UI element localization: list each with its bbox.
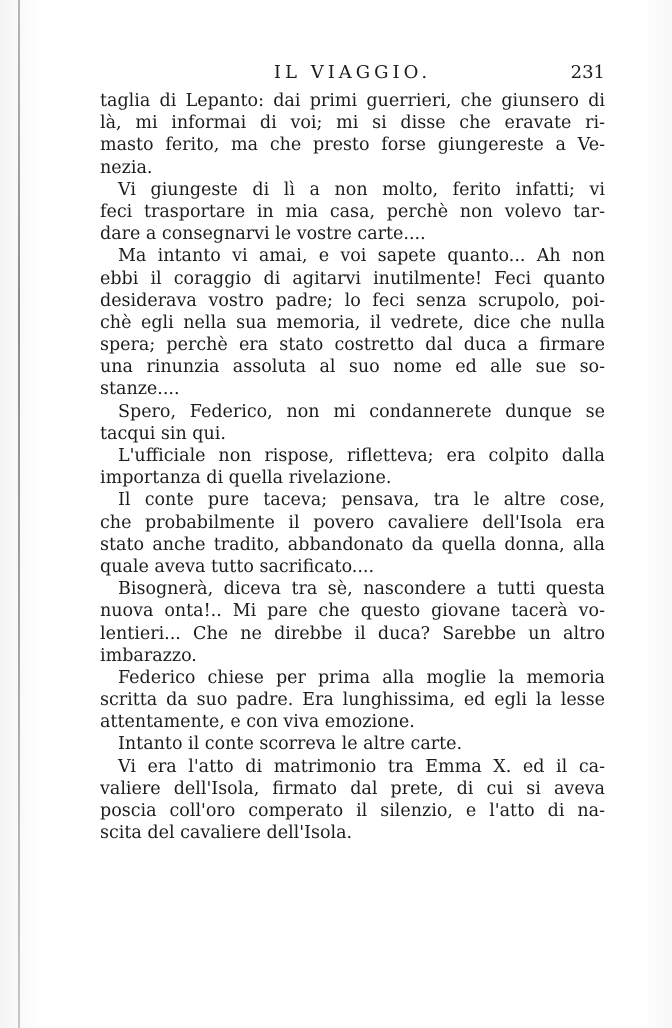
text-line: stato anche tradito, abbandonato da quella donna, alla — [100, 534, 605, 555]
text-line: masto ferito, ma che presto forse giungereste a Ve- — [100, 135, 605, 156]
text-line: Intanto il conte scorreva le altre carte. — [118, 734, 463, 755]
text-line: taglia di Lepanto: dai primi guerrieri, che giunsero di — [100, 91, 605, 111]
text-line: Federico chiese per prima alla moglie la memoria — [118, 667, 605, 688]
text-line: stanze.... — [100, 379, 180, 400]
text-line: desiderava vostro padre; lo feci senza scrupolo, poi- — [100, 290, 605, 311]
text-line: L'ufficiale non rispose, riflettevа; era colpito dalla — [118, 446, 605, 466]
text-line: poscia coll'oro comperato il silenzio, e l'atto di na- — [100, 801, 605, 821]
text-line: valiere dell'Isola, firmato dal prete, di cui si aveva — [100, 778, 605, 799]
text-line: scita del cavaliere dell'Isola. — [100, 823, 353, 844]
text-line: lentieri... Che ne direbbe il duca? Sarebbe un altro — [100, 623, 605, 644]
text-line: che probabilmente il povero cavaliere dell'Isola era — [100, 512, 605, 533]
text-line: attentamente, e con viva emozione. — [100, 712, 415, 733]
text-line: Ma intanto vi amai, e voi sapete quanto... Ah non — [118, 246, 605, 267]
page-number: 231 — [570, 62, 605, 83]
text-line: Bisognerà, diceva tra sè, nascondere a tutti questa — [118, 579, 605, 600]
text-line: dare a consegnarvi le vostre carte.... — [100, 224, 426, 245]
text-line: Il conte pure taceva; pensava, tra le altre cose, — [118, 490, 605, 511]
text-line: Vi era l'atto di matrimonio tra Emma X. ed il ca- — [118, 756, 605, 777]
text-line: una rinunzia assoluta al suo nome ed alle sue so- — [100, 357, 605, 378]
page-binding-edge — [18, 0, 20, 1028]
running-title: IL VIAGGIO. — [273, 62, 432, 83]
text-line: spera; perchè era stato costretto dal duca a firmare — [100, 335, 605, 356]
body-text — [100, 90, 605, 844]
text-line: ebbi il coraggio di agitarvi inutilmente! Feci quanto — [100, 268, 605, 289]
text-line: Spero, Federico, non mi condannerete dunque se — [118, 401, 605, 422]
text-line: importanza di quella rivelazione. — [100, 468, 392, 489]
text-line: nezia. — [100, 157, 153, 178]
text-line: scritta da suo padre. Era lunghissima, ed egli la lesse — [100, 690, 605, 711]
text-line: là, mi informai di voi; mi si disse che eravate ri- — [100, 113, 605, 134]
text-line: feci trasportare in mia casa, perchè non volevo tar- — [100, 201, 605, 222]
text-line: quale aveva tutto sacrificato.... — [100, 556, 375, 577]
text-line: imbarazzo. — [100, 645, 197, 666]
text-line: tacqui sin qui. — [100, 423, 226, 444]
running-head — [100, 60, 605, 86]
text-line: Vi giungeste di lì a non molto, ferito infatti; vi — [118, 179, 605, 200]
text-line: chè egli nella sua memoria, il vedrete, dice che nulla — [100, 312, 605, 333]
text-line: nuova onta!.. Mi pare che questo giovane tacerà vo- — [100, 601, 605, 622]
